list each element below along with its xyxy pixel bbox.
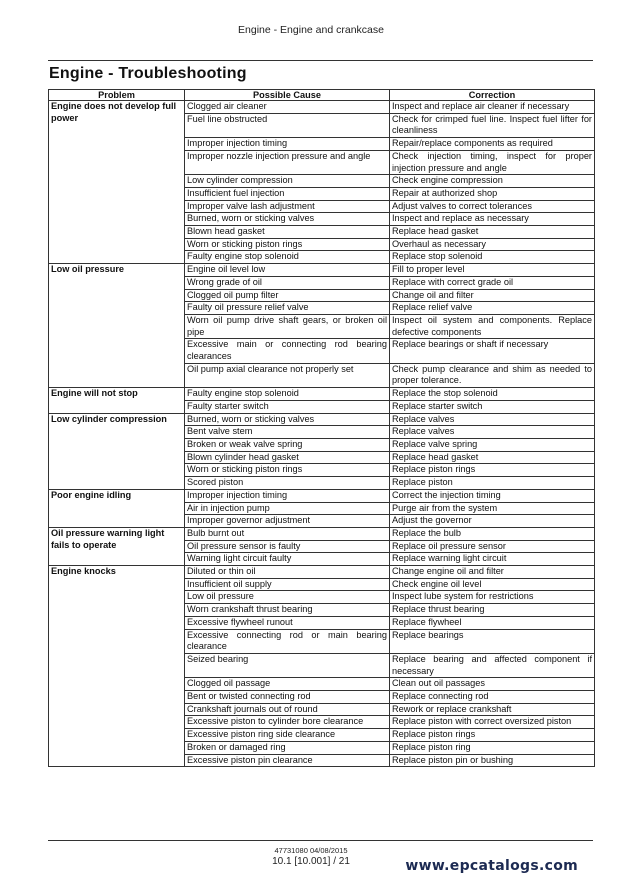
correction-cell: Fill to proper level bbox=[390, 264, 595, 277]
table-row bbox=[49, 413, 595, 426]
column-header-problem: Problem bbox=[49, 90, 185, 101]
possible-cause-cell: Worn or sticking piston rings bbox=[185, 238, 390, 251]
correction-cell: Replace piston with correct oversized piston bbox=[390, 716, 595, 729]
correction-cell: Adjust the governor bbox=[390, 515, 595, 528]
correction-cell: Check for crimped fuel line. Inspect fuel lifter for cleanliness bbox=[390, 113, 595, 137]
correction-cell: Inspect and replace as necessary bbox=[390, 213, 595, 226]
possible-cause-cell: Low oil pressure bbox=[185, 591, 390, 604]
possible-cause-cell: Warning light circuit faulty bbox=[185, 553, 390, 566]
problem-cell: Low oil pressure bbox=[49, 264, 185, 388]
possible-cause-cell: Improper injection timing bbox=[185, 138, 390, 151]
correction-cell: Replace head gasket bbox=[390, 451, 595, 464]
correction-cell: Replace bearings bbox=[390, 629, 595, 653]
correction-cell: Purge air from the system bbox=[390, 502, 595, 515]
correction-cell: Replace oil pressure sensor bbox=[390, 540, 595, 553]
possible-cause-cell: Insufficient oil supply bbox=[185, 578, 390, 591]
problem-cell: Engine knocks bbox=[49, 566, 185, 767]
possible-cause-cell: Excessive main or connecting rod bearing clearances bbox=[185, 339, 390, 363]
correction-cell: Replace connecting rod bbox=[390, 691, 595, 704]
watermark-url: www.epcatalogs.com bbox=[405, 858, 578, 874]
correction-cell: Replace bearings or shaft if necessary bbox=[390, 339, 595, 363]
correction-cell: Replace flywheel bbox=[390, 616, 595, 629]
correction-cell: Replace piston ring bbox=[390, 741, 595, 754]
correction-cell: Repair/replace components as required bbox=[390, 138, 595, 151]
problem-cell: Low cylinder compression bbox=[49, 413, 185, 489]
table-body bbox=[49, 101, 595, 767]
possible-cause-cell: Bent valve stem bbox=[185, 426, 390, 439]
possible-cause-cell: Worn or sticking piston rings bbox=[185, 464, 390, 477]
possible-cause-cell: Oil pump axial clearance not properly set bbox=[185, 363, 390, 387]
correction-cell: Replace bearing and affected component if necessary bbox=[390, 653, 595, 677]
possible-cause-cell: Improper nozzle injection pressure and angle bbox=[185, 150, 390, 174]
possible-cause-cell: Blown head gasket bbox=[185, 226, 390, 239]
possible-cause-cell: Oil pressure sensor is faulty bbox=[185, 540, 390, 553]
possible-cause-cell: Worn oil pump drive shaft gears, or broken oil pipe bbox=[185, 314, 390, 338]
problem-cell: Engine does not develop full power bbox=[49, 101, 185, 264]
correction-cell: Change oil and filter bbox=[390, 289, 595, 302]
correction-cell: Clean out oil passages bbox=[390, 678, 595, 691]
problem-cell: Oil pressure warning light fails to operate bbox=[49, 527, 185, 565]
page-number: 10.1 [10.001] / 21 bbox=[272, 856, 350, 867]
possible-cause-cell: Air in injection pump bbox=[185, 502, 390, 515]
correction-cell: Check pump clearance and shim as needed to proper tolerance. bbox=[390, 363, 595, 387]
possible-cause-cell: Diluted or thin oil bbox=[185, 566, 390, 579]
correction-cell: Replace valve spring bbox=[390, 438, 595, 451]
correction-cell: Inspect and replace air cleaner if necessary bbox=[390, 101, 595, 114]
correction-cell: Inspect oil system and components. Replace defective components bbox=[390, 314, 595, 338]
correction-cell: Replace valves bbox=[390, 413, 595, 426]
possible-cause-cell: Faulty engine stop solenoid bbox=[185, 251, 390, 264]
possible-cause-cell: Excessive flywheel runout bbox=[185, 616, 390, 629]
possible-cause-cell: Clogged oil passage bbox=[185, 678, 390, 691]
possible-cause-cell: Low cylinder compression bbox=[185, 175, 390, 188]
possible-cause-cell: Insufficient fuel injection bbox=[185, 187, 390, 200]
possible-cause-cell: Scored piston bbox=[185, 477, 390, 490]
correction-cell: Change engine oil and filter bbox=[390, 566, 595, 579]
correction-cell: Replace the stop solenoid bbox=[390, 388, 595, 401]
correction-cell: Adjust valves to correct tolerances bbox=[390, 200, 595, 213]
correction-cell: Overhaul as necessary bbox=[390, 238, 595, 251]
table-row bbox=[49, 527, 595, 540]
correction-cell: Inspect lube system for restrictions bbox=[390, 591, 595, 604]
possible-cause-cell: Fuel line obstructed bbox=[185, 113, 390, 137]
correction-cell: Correct the injection timing bbox=[390, 489, 595, 502]
correction-cell: Replace thrust bearing bbox=[390, 604, 595, 617]
possible-cause-cell: Crankshaft journals out of round bbox=[185, 703, 390, 716]
possible-cause-cell: Broken or weak valve spring bbox=[185, 438, 390, 451]
possible-cause-cell: Faulty engine stop solenoid bbox=[185, 388, 390, 401]
possible-cause-cell: Excessive connecting rod or main bearing clearance bbox=[185, 629, 390, 653]
troubleshooting-table bbox=[48, 89, 595, 767]
table-row bbox=[49, 264, 595, 277]
running-header: Engine - Engine and crankcase bbox=[238, 24, 384, 36]
header-divider bbox=[48, 60, 593, 61]
possible-cause-cell: Excessive piston pin clearance bbox=[185, 754, 390, 767]
correction-cell: Replace valves bbox=[390, 426, 595, 439]
table-row bbox=[49, 566, 595, 579]
correction-cell: Replace with correct grade oil bbox=[390, 276, 595, 289]
correction-cell: Replace starter switch bbox=[390, 400, 595, 413]
possible-cause-cell: Burned, worn or sticking valves bbox=[185, 213, 390, 226]
correction-cell: Replace warning light circuit bbox=[390, 553, 595, 566]
possible-cause-cell: Excessive piston ring side clearance bbox=[185, 729, 390, 742]
possible-cause-cell: Bulb burnt out bbox=[185, 527, 390, 540]
possible-cause-cell: Improper governor adjustment bbox=[185, 515, 390, 528]
possible-cause-cell: Burned, worn or sticking valves bbox=[185, 413, 390, 426]
possible-cause-cell: Bent or twisted connecting rod bbox=[185, 691, 390, 704]
correction-cell: Replace piston rings bbox=[390, 729, 595, 742]
correction-cell: Check engine oil level bbox=[390, 578, 595, 591]
possible-cause-cell: Wrong grade of oil bbox=[185, 276, 390, 289]
correction-cell: Replace piston pin or bushing bbox=[390, 754, 595, 767]
possible-cause-cell: Improper injection timing bbox=[185, 489, 390, 502]
document-number: 47731080 04/08/2015 bbox=[274, 846, 348, 855]
correction-cell: Check injection timing, inspect for proper injection pressure and angle bbox=[390, 150, 595, 174]
column-header-correction: Correction bbox=[390, 90, 595, 101]
column-header-possible-cause: Possible Cause bbox=[185, 90, 390, 101]
possible-cause-cell: Faulty oil pressure relief valve bbox=[185, 302, 390, 315]
page-title: Engine - Troubleshooting bbox=[49, 65, 247, 82]
correction-cell: Replace piston bbox=[390, 477, 595, 490]
correction-cell: Check engine compression bbox=[390, 175, 595, 188]
table-row bbox=[49, 388, 595, 401]
correction-cell: Replace the bulb bbox=[390, 527, 595, 540]
possible-cause-cell: Excessive piston to cylinder bore clearance bbox=[185, 716, 390, 729]
possible-cause-cell: Clogged air cleaner bbox=[185, 101, 390, 114]
possible-cause-cell: Clogged oil pump filter bbox=[185, 289, 390, 302]
table-header-row bbox=[49, 90, 595, 101]
problem-cell: Poor engine idling bbox=[49, 489, 185, 527]
possible-cause-cell: Seized bearing bbox=[185, 653, 390, 677]
possible-cause-cell: Faulty starter switch bbox=[185, 400, 390, 413]
footer-divider bbox=[48, 840, 593, 841]
correction-cell: Rework or replace crankshaft bbox=[390, 703, 595, 716]
possible-cause-cell: Blown cylinder head gasket bbox=[185, 451, 390, 464]
table-row bbox=[49, 489, 595, 502]
possible-cause-cell: Worn crankshaft thrust bearing bbox=[185, 604, 390, 617]
correction-cell: Replace relief valve bbox=[390, 302, 595, 315]
possible-cause-cell: Improper valve lash adjustment bbox=[185, 200, 390, 213]
possible-cause-cell: Broken or damaged ring bbox=[185, 741, 390, 754]
table-row bbox=[49, 101, 595, 114]
correction-cell: Replace head gasket bbox=[390, 226, 595, 239]
problem-cell: Engine will not stop bbox=[49, 388, 185, 413]
correction-cell: Repair at authorized shop bbox=[390, 187, 595, 200]
correction-cell: Replace piston rings bbox=[390, 464, 595, 477]
correction-cell: Replace stop solenoid bbox=[390, 251, 595, 264]
possible-cause-cell: Engine oil level low bbox=[185, 264, 390, 277]
troubleshooting-table-container bbox=[48, 89, 594, 767]
